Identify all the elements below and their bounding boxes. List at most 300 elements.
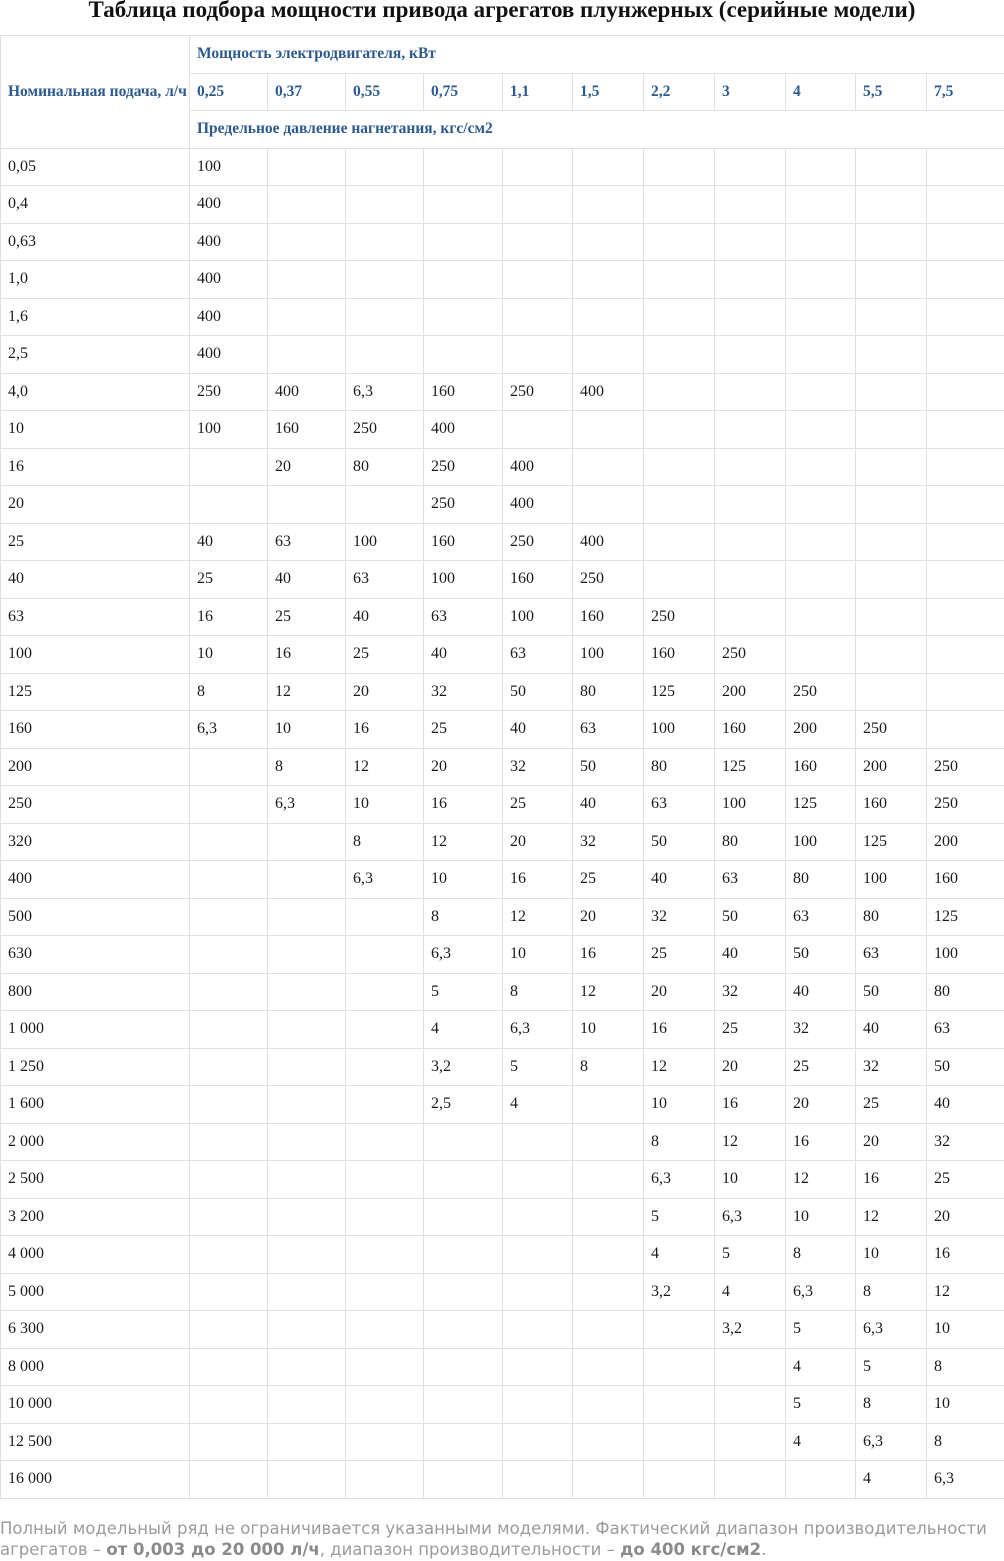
pressure-cell: [573, 148, 644, 186]
pressure-cell: 160: [715, 711, 786, 749]
flow-cell: 2,5: [1, 336, 190, 374]
pressure-cell: 32: [715, 973, 786, 1011]
pressure-cell: [190, 748, 268, 786]
pressure-cell: 10: [503, 936, 573, 974]
pressure-cell: 6,3: [346, 861, 424, 899]
pressure-cell: [503, 261, 573, 299]
table-row: [1, 898, 1004, 936]
pressure-cell: [786, 598, 856, 636]
pressure-cell: [346, 1198, 424, 1236]
pressure-cell: [503, 1198, 573, 1236]
pressure-cell: [927, 373, 1004, 411]
pressure-cell: 80: [346, 448, 424, 486]
pressure-cell: [786, 486, 856, 524]
pressure-cell: [573, 1198, 644, 1236]
pressure-cell: 5: [856, 1348, 927, 1386]
pressure-cell: [715, 411, 786, 449]
pressure-cell: [927, 336, 1004, 374]
pressure-cell: 25: [268, 598, 346, 636]
pressure-cell: [644, 298, 715, 336]
pressure-cell: [268, 261, 346, 299]
pressure-cell: [573, 336, 644, 374]
pressure-cell: [573, 298, 644, 336]
pressure-cell: 10: [268, 711, 346, 749]
pressure-cell: [268, 148, 346, 186]
flow-cell: 1 000: [1, 1011, 190, 1049]
pressure-cell: 10: [927, 1311, 1004, 1349]
pressure-cell: 40: [644, 861, 715, 899]
pressure-cell: [190, 1386, 268, 1424]
table-row: [1, 973, 1004, 1011]
pressure-cell: 100: [424, 561, 503, 599]
table-row: [1, 936, 1004, 974]
power-header-cell: 1,5: [573, 73, 644, 111]
pressure-cell: [190, 448, 268, 486]
pressure-cell: [786, 523, 856, 561]
column-group-header-pressure: Предельное давление нагнетания, кгс/см2: [190, 111, 1004, 149]
pressure-cell: 250: [503, 523, 573, 561]
pressure-cell: 40: [268, 561, 346, 599]
pressure-cell: [927, 523, 1004, 561]
pressure-cell: 10: [573, 1011, 644, 1049]
pressure-cell: 12: [346, 748, 424, 786]
pressure-cell: 6,3: [346, 373, 424, 411]
pressure-cell: 40: [424, 636, 503, 674]
pressure-cell: 250: [190, 373, 268, 411]
pressure-cell: [927, 561, 1004, 599]
column-group-header-power: Мощность электродвигателя, кВт: [190, 36, 1004, 74]
pressure-cell: [424, 1123, 503, 1161]
pressure-cell: [346, 1273, 424, 1311]
pressure-cell: 25: [927, 1161, 1004, 1199]
pressure-cell: 125: [715, 748, 786, 786]
flow-cell: 250: [1, 786, 190, 824]
table-row: [1, 786, 1004, 824]
pressure-cell: [927, 411, 1004, 449]
pressure-cell: [268, 973, 346, 1011]
pressure-cell: [190, 1086, 268, 1124]
footer-text-2: , диапазон производительности –: [319, 1540, 621, 1559]
pressure-cell: 8: [424, 898, 503, 936]
table-row: [1, 1086, 1004, 1124]
pressure-cell: [503, 411, 573, 449]
pressure-cell: 32: [644, 898, 715, 936]
pressure-cell: 20: [644, 973, 715, 1011]
pressure-cell: [424, 336, 503, 374]
pressure-cell: 6,3: [786, 1273, 856, 1311]
pressure-cell: [644, 336, 715, 374]
pressure-cell: 160: [573, 598, 644, 636]
pressure-cell: 20: [786, 1086, 856, 1124]
pressure-cell: [715, 1386, 786, 1424]
pressure-cell: [346, 1386, 424, 1424]
flow-cell: 20: [1, 486, 190, 524]
pressure-cell: 16: [268, 636, 346, 674]
pressure-cell: [715, 561, 786, 599]
pressure-cell: 4: [856, 1461, 927, 1499]
pressure-cell: 63: [644, 786, 715, 824]
pressure-cell: [927, 598, 1004, 636]
flow-cell: 8 000: [1, 1348, 190, 1386]
page-title: Таблица подбора мощности привода агрегатов плунжерных (серийные модели): [88, 0, 916, 22]
pressure-cell: 10: [715, 1161, 786, 1199]
table-row: [1, 1236, 1004, 1274]
pressure-cell: [424, 1461, 503, 1499]
pressure-cell: [268, 1198, 346, 1236]
pressure-cell: [268, 1273, 346, 1311]
flow-cell: 10: [1, 411, 190, 449]
flow-cell: 1,0: [1, 261, 190, 299]
pressure-cell: [268, 1348, 346, 1386]
pressure-cell: [424, 1423, 503, 1461]
pressure-cell: 20: [715, 1048, 786, 1086]
flow-cell: 16 000: [1, 1461, 190, 1499]
pressure-cell: [927, 223, 1004, 261]
pressure-cell: 5: [424, 973, 503, 1011]
pressure-cell: 5: [644, 1198, 715, 1236]
pressure-cell: [503, 1236, 573, 1274]
pressure-cell: [644, 148, 715, 186]
pressure-cell: [268, 1423, 346, 1461]
pressure-cell: [927, 298, 1004, 336]
pressure-cell: [268, 223, 346, 261]
pressure-cell: [190, 1273, 268, 1311]
flow-cell: 4,0: [1, 373, 190, 411]
pressure-cell: 2,5: [424, 1086, 503, 1124]
pressure-cell: 100: [856, 861, 927, 899]
pressure-cell: [268, 823, 346, 861]
pressure-cell: 200: [715, 673, 786, 711]
flow-cell: 0,63: [1, 223, 190, 261]
pressure-cell: [346, 1311, 424, 1349]
footer-text-3: .: [761, 1540, 767, 1559]
pressure-cell: [786, 636, 856, 674]
pressure-cell: 3,2: [644, 1273, 715, 1311]
flow-cell: 200: [1, 748, 190, 786]
pressure-cell: 160: [927, 861, 1004, 899]
flow-cell: 160: [1, 711, 190, 749]
pressure-cell: [856, 261, 927, 299]
table-row: [1, 711, 1004, 749]
pressure-cell: [927, 711, 1004, 749]
flow-cell: 1,6: [1, 298, 190, 336]
pressure-cell: [424, 1273, 503, 1311]
pressure-cell: [644, 1423, 715, 1461]
pressure-cell: [268, 861, 346, 899]
pressure-cell: [715, 1461, 786, 1499]
pressure-cell: 40: [573, 786, 644, 824]
pressure-cell: 8: [927, 1423, 1004, 1461]
pressure-cell: [786, 148, 856, 186]
pressure-cell: [503, 336, 573, 374]
pressure-cell: [644, 261, 715, 299]
pressure-cell: [346, 973, 424, 1011]
pressure-cell: 50: [927, 1048, 1004, 1086]
pressure-cell: 12: [503, 898, 573, 936]
pressure-cell: 10: [856, 1236, 927, 1274]
pressure-cell: 250: [856, 711, 927, 749]
pressure-cell: 4: [786, 1348, 856, 1386]
pressure-cell: [190, 861, 268, 899]
table-row: [1, 1048, 1004, 1086]
pressure-cell: 16: [424, 786, 503, 824]
pressure-cell: [346, 1423, 424, 1461]
pressure-cell: [856, 298, 927, 336]
pressure-cell: 20: [268, 448, 346, 486]
pressure-cell: [644, 411, 715, 449]
pressure-cell: [573, 486, 644, 524]
pressure-cell: 40: [927, 1086, 1004, 1124]
pressure-cell: [346, 1086, 424, 1124]
table-row: [1, 673, 1004, 711]
pressure-cell: [424, 186, 503, 224]
pressure-cell: 20: [927, 1198, 1004, 1236]
flow-cell: 100: [1, 636, 190, 674]
pressure-cell: [190, 1048, 268, 1086]
pressure-cell: [503, 1123, 573, 1161]
table-row: [1, 636, 1004, 674]
pressure-cell: 25: [786, 1048, 856, 1086]
pressure-cell: [190, 823, 268, 861]
pressure-cell: [644, 523, 715, 561]
pressure-cell: [346, 1011, 424, 1049]
pressure-cell: 250: [346, 411, 424, 449]
pressure-cell: [927, 148, 1004, 186]
pressure-cell: [346, 486, 424, 524]
pressure-cell: [927, 448, 1004, 486]
pressure-cell: 100: [644, 711, 715, 749]
pressure-cell: 400: [190, 298, 268, 336]
pressure-cell: 100: [503, 598, 573, 636]
pressure-cell: [786, 223, 856, 261]
pressure-cell: 100: [573, 636, 644, 674]
power-header-cell: 0,37: [268, 73, 346, 111]
pressure-cell: 250: [927, 748, 1004, 786]
pressure-cell: [268, 486, 346, 524]
pressure-cell: [346, 1236, 424, 1274]
table-row: [1, 1273, 1004, 1311]
pressure-cell: [268, 1236, 346, 1274]
table-row: [1, 1348, 1004, 1386]
pressure-cell: 63: [927, 1011, 1004, 1049]
pressure-cell: 32: [927, 1123, 1004, 1161]
pressure-cell: [715, 523, 786, 561]
pressure-cell: 80: [644, 748, 715, 786]
pressure-cell: 80: [927, 973, 1004, 1011]
pressure-cell: 32: [856, 1048, 927, 1086]
power-header-cell: 1,1: [503, 73, 573, 111]
pressure-cell: 10: [190, 636, 268, 674]
pressure-cell: [856, 373, 927, 411]
pressure-cell: [268, 336, 346, 374]
pressure-cell: 8: [268, 748, 346, 786]
pressure-cell: [268, 936, 346, 974]
power-header-cell: 3: [715, 73, 786, 111]
pressure-cell: 12: [715, 1123, 786, 1161]
table-row: [1, 1423, 1004, 1461]
footer-note: [0, 1518, 1004, 1560]
pressure-cell: 125: [644, 673, 715, 711]
pressure-cell: 100: [715, 786, 786, 824]
pressure-cell: [573, 1461, 644, 1499]
pressure-cell: [190, 1311, 268, 1349]
pressure-cell: [268, 1123, 346, 1161]
pressure-cell: 3,2: [715, 1311, 786, 1349]
pressure-cell: 80: [715, 823, 786, 861]
pressure-cell: 400: [573, 373, 644, 411]
pressure-cell: [190, 1161, 268, 1199]
table-row: [1, 186, 1004, 224]
pressure-cell: 400: [190, 223, 268, 261]
table-body: [1, 36, 1004, 1499]
pressure-cell: 10: [346, 786, 424, 824]
pressure-cell: 6,3: [424, 936, 503, 974]
pressure-cell: [268, 898, 346, 936]
pressure-cell: 16: [346, 711, 424, 749]
pressure-cell: 32: [503, 748, 573, 786]
pressure-cell: [856, 223, 927, 261]
flow-cell: 4 000: [1, 1236, 190, 1274]
pressure-cell: [644, 223, 715, 261]
pressure-cell: [190, 1011, 268, 1049]
pressure-cell: [573, 1311, 644, 1349]
pressure-cell: [346, 223, 424, 261]
pressure-cell: 8: [856, 1273, 927, 1311]
table-row: [1, 223, 1004, 261]
pressure-cell: 12: [856, 1198, 927, 1236]
pressure-cell: [644, 561, 715, 599]
pressure-cell: [856, 186, 927, 224]
pressure-cell: [573, 1386, 644, 1424]
pressure-cell: [424, 1198, 503, 1236]
pressure-cell: 125: [786, 786, 856, 824]
pressure-cell: [573, 1423, 644, 1461]
pressure-cell: 250: [927, 786, 1004, 824]
pressure-cell: [856, 561, 927, 599]
pressure-cell: [346, 1161, 424, 1199]
pressure-cell: [856, 673, 927, 711]
pressure-cell: 10: [644, 1086, 715, 1124]
row-header-flow: Номинальная подача, л/ч: [1, 36, 190, 149]
pressure-cell: 50: [644, 823, 715, 861]
flow-cell: 63: [1, 598, 190, 636]
pressure-cell: [927, 486, 1004, 524]
pressure-cell: 50: [786, 936, 856, 974]
pressure-cell: [190, 1461, 268, 1499]
pressure-cell: 160: [424, 523, 503, 561]
pressure-cell: 400: [268, 373, 346, 411]
table-row: [1, 1461, 1004, 1499]
pressure-cell: [503, 1386, 573, 1424]
pressure-cell: 12: [786, 1161, 856, 1199]
pressure-cell: 4: [424, 1011, 503, 1049]
pressure-cell: 63: [503, 636, 573, 674]
pressure-cell: [268, 1311, 346, 1349]
pressure-cell: [190, 1348, 268, 1386]
pressure-cell: [715, 1348, 786, 1386]
flow-cell: 125: [1, 673, 190, 711]
pressure-cell: [573, 223, 644, 261]
pressure-cell: [786, 561, 856, 599]
flow-cell: 6 300: [1, 1311, 190, 1349]
power-selection-table: [0, 35, 1004, 1499]
pressure-cell: [715, 148, 786, 186]
pressure-cell: 20: [856, 1123, 927, 1161]
power-header-cell: 2,2: [644, 73, 715, 111]
pressure-cell: 250: [644, 598, 715, 636]
flow-cell: 5 000: [1, 1273, 190, 1311]
table-row: [1, 1198, 1004, 1236]
pressure-cell: 400: [573, 523, 644, 561]
pressure-cell: [715, 486, 786, 524]
pressure-cell: 40: [190, 523, 268, 561]
pressure-cell: [573, 1273, 644, 1311]
pressure-cell: 40: [346, 598, 424, 636]
pressure-cell: [346, 261, 424, 299]
pressure-cell: 63: [268, 523, 346, 561]
table-row: [1, 373, 1004, 411]
pressure-cell: [644, 1348, 715, 1386]
pressure-cell: 12: [927, 1273, 1004, 1311]
pressure-cell: [573, 261, 644, 299]
footer-text-1: Полный модельный ряд не ограничивается указанными моделями. Фактический диапазон производительности агрегатов –: [0, 1519, 987, 1559]
pressure-cell: [190, 486, 268, 524]
pressure-cell: 5: [786, 1311, 856, 1349]
pressure-cell: [346, 1461, 424, 1499]
table-row: [1, 598, 1004, 636]
pressure-cell: [927, 261, 1004, 299]
pressure-cell: [573, 448, 644, 486]
pressure-cell: [190, 898, 268, 936]
pressure-cell: [715, 186, 786, 224]
pressure-cell: 63: [424, 598, 503, 636]
table-row: [1, 261, 1004, 299]
pressure-cell: [715, 1423, 786, 1461]
table-row: [1, 486, 1004, 524]
flow-cell: 1 600: [1, 1086, 190, 1124]
pressure-cell: 25: [856, 1086, 927, 1124]
pressure-cell: [856, 636, 927, 674]
pressure-cell: 20: [503, 823, 573, 861]
pressure-cell: 16: [503, 861, 573, 899]
pressure-cell: [503, 186, 573, 224]
flow-cell: 10 000: [1, 1386, 190, 1424]
pressure-cell: 50: [503, 673, 573, 711]
pressure-cell: 4: [503, 1086, 573, 1124]
pressure-cell: [786, 298, 856, 336]
pressure-cell: 25: [644, 936, 715, 974]
pressure-cell: 20: [346, 673, 424, 711]
power-header-cell: 4: [786, 73, 856, 111]
pressure-cell: 50: [573, 748, 644, 786]
pressure-cell: [268, 186, 346, 224]
table-row: [1, 861, 1004, 899]
pressure-cell: [268, 1048, 346, 1086]
pressure-cell: 25: [424, 711, 503, 749]
power-header-cell: 0,75: [424, 73, 503, 111]
table-row: [1, 448, 1004, 486]
pressure-cell: [424, 1161, 503, 1199]
table-row: [1, 823, 1004, 861]
flow-cell: 500: [1, 898, 190, 936]
flow-cell: 16: [1, 448, 190, 486]
flow-cell: 0,05: [1, 148, 190, 186]
table-row: [1, 148, 1004, 186]
pressure-cell: 12: [424, 823, 503, 861]
pressure-cell: 50: [715, 898, 786, 936]
table-row: [1, 1123, 1004, 1161]
pressure-cell: [424, 148, 503, 186]
